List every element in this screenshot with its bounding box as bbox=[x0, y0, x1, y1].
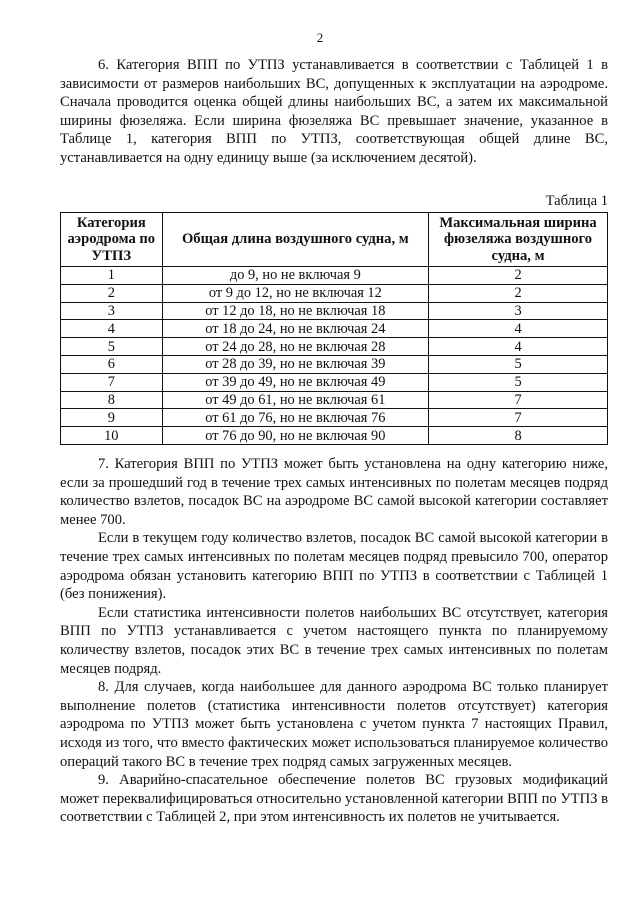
paragraph-7-current-year: Если в текущем году количество взлетов, посадок ВС самой высокой категории в течение трех самых интенсивных по полетам месяцев подряд превысило 700, оператор аэродрома обязан установить категорию ВПП по УТПЗ в соответствии с Таблицей 1 (без понижения). bbox=[60, 530, 608, 603]
cell-width: 4 bbox=[429, 320, 608, 338]
header-width: Максимальная ширина фюзеляжа воздушного судна, м bbox=[429, 212, 608, 267]
cell-width: 2 bbox=[429, 267, 608, 285]
cell-length: от 9 до 12, но не включая 12 bbox=[162, 284, 429, 302]
paragraph-7: 7. Категория ВПП по УТПЗ может быть установлена на одну категорию ниже, если за прошедший год в течение трех самых интенсивных по полетам месяцев подряд количество взлетов, посадок ВС на аэродроме ВС самой высокой категории составляет менее 700. bbox=[60, 456, 608, 528]
cell-width: 5 bbox=[429, 373, 608, 391]
page-number: 2 bbox=[316, 30, 324, 45]
table-row bbox=[61, 338, 608, 356]
cell-length: от 12 до 18, но не включая 18 bbox=[162, 302, 429, 320]
table-row bbox=[61, 320, 608, 338]
cell-width: 4 bbox=[429, 338, 608, 356]
table-row bbox=[61, 302, 608, 320]
paragraph-6: 6. Категория ВПП по УТПЗ устанавливается в соответствии с Таблицей 1 в зависимости от размеров наибольших ВС, допущенных к эксплуатации на аэродроме. Сначала проводится оценка общей длины наибольших ВС, а затем их максимальной ширины фюзеляжа. Если ширина фюзеляжа ВС превышает значение, указанное в Таблице 1, категория ВПП по УТПЗ, соответствующая общей длине ВС, устанавливается на одну единицу выше (за исключением десятой). bbox=[60, 57, 608, 166]
cell-length: от 24 до 28, но не включая 28 bbox=[162, 338, 429, 356]
table-row bbox=[61, 373, 608, 391]
table-header-row bbox=[61, 212, 608, 267]
cell-category: 3 bbox=[61, 302, 163, 320]
cell-category: 2 bbox=[61, 284, 163, 302]
cell-width: 2 bbox=[429, 284, 608, 302]
table-caption: Таблица 1 bbox=[545, 192, 608, 209]
cell-category: 7 bbox=[61, 373, 163, 391]
cell-width: 7 bbox=[429, 409, 608, 427]
cell-category: 4 bbox=[61, 320, 163, 338]
cell-length: до 9, но не включая 9 bbox=[162, 267, 429, 285]
cell-category: 10 bbox=[61, 427, 163, 445]
paragraph-7-no-statistics: Если статистика интенсивности полетов наибольших ВС отсутствует, категория ВПП по УТПЗ устанавливается с учетом настоящего пункта по планируемому количеству взлетов, посадок этих ВС в течение трех самых интенсивных по полетам месяцев подряд. bbox=[60, 604, 608, 677]
header-category: Категория аэродрома по УТПЗ bbox=[61, 212, 163, 267]
cell-width: 7 bbox=[429, 391, 608, 409]
table-row bbox=[61, 409, 608, 427]
table-row bbox=[61, 427, 608, 445]
table-row bbox=[61, 356, 608, 374]
cell-width: 5 bbox=[429, 356, 608, 374]
cell-category: 6 bbox=[61, 356, 163, 374]
cell-length: от 76 до 90, но не включая 90 bbox=[162, 427, 429, 445]
paragraph-9: 9. Аварийно-спасательное обеспечение полетов ВС грузовых модификаций может переквалифицироваться относительно установленной категории ВПП по УТПЗ в соответствии с Таблицей 2, при этом интенсивность их полетов не учитывается. bbox=[60, 772, 608, 826]
cell-length: от 18 до 24, но не включая 24 bbox=[162, 320, 429, 338]
category-table bbox=[60, 212, 608, 445]
cell-length: от 39 до 49, но не включая 49 bbox=[162, 373, 429, 391]
cell-length: от 61 до 76, но не включая 76 bbox=[162, 409, 429, 427]
cell-length: от 49 до 61, но не включая 61 bbox=[162, 391, 429, 409]
header-length: Общая длина воздушного судна, м bbox=[162, 212, 429, 267]
cell-category: 1 bbox=[61, 267, 163, 285]
table-row bbox=[61, 267, 608, 285]
cell-category: 8 bbox=[61, 391, 163, 409]
cell-width: 3 bbox=[429, 302, 608, 320]
paragraphs-after-table bbox=[60, 455, 608, 827]
table-row bbox=[61, 391, 608, 409]
paragraph-8: 8. Для случаев, когда наибольшее для данного аэродрома ВС только планирует выполнение полетов (статистика интенсивности полетов отсутствует) категория аэродрома по УТПЗ может быть установлена с учетом пункта 7 настоящих Правил, исходя из того, что вместо фактических может использоваться планируемое количество операций такого ВС в течение трех подряд самых загруженных месяцев. bbox=[60, 679, 608, 770]
cell-category: 5 bbox=[61, 338, 163, 356]
cell-length: от 28 до 39, но не включая 39 bbox=[162, 356, 429, 374]
cell-width: 8 bbox=[429, 427, 608, 445]
document-body bbox=[60, 56, 608, 827]
cell-category: 9 bbox=[61, 409, 163, 427]
table-row bbox=[61, 284, 608, 302]
